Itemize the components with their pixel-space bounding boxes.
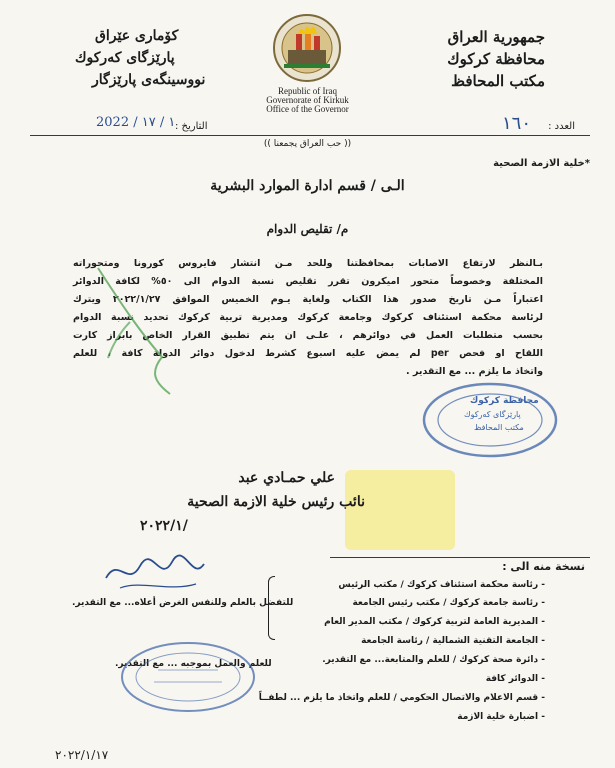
secondary-stamp-icon bbox=[118, 640, 258, 715]
recipient-unit: *خلية الازمة الصحية bbox=[493, 158, 590, 169]
handwritten-signature-icon bbox=[100, 548, 210, 598]
body-line: اللقاح او فحص per لم يمض عليه اسبوع كشرط لدخول دوائر الدولة كافة ، للعلم bbox=[73, 348, 543, 359]
copy-item: - قسم الاعلام والاتصال الحكومي / للعلم واتخاذ ما يلزم ... لطفــاً bbox=[258, 693, 545, 703]
number-label: العدد : bbox=[548, 121, 575, 132]
number-value: ١٦٠ bbox=[501, 113, 531, 134]
body-line: المختلفة وخصوصاً متحور اميكرون تقرر تقليص نسبة الدوام الى ٥٠% لكافة الدوائر bbox=[73, 276, 543, 287]
footer-date: ٢٠٢٢/١/١٧ bbox=[55, 748, 109, 762]
handwritten-marker-icon bbox=[90, 262, 180, 402]
header-arabic-line-3: مكتب المحافظ bbox=[451, 72, 545, 90]
redaction-highlight bbox=[345, 470, 455, 550]
header-kurdish-line-2: پارێزگای كەركوك bbox=[75, 50, 175, 66]
body-line: بـالنظر لارتفاع الاصابات بمحافظتنا وللحد مـن انتشار فايروس كورونا ومتحوراته bbox=[73, 258, 543, 269]
copy-item: - الجامعة التقنية الشمالية / رئاسة الجامعة bbox=[361, 636, 545, 646]
stamp-line-2: پارێزگای كەركوك bbox=[464, 410, 521, 419]
body-line: واتخاذ ما يلزم ... مع التقدير . bbox=[406, 366, 543, 377]
body-line: بحسب متطلبات العمل في دوائرهم ، علـى ان يتم تطبيق القرار الخاص بابراز كارت bbox=[73, 330, 543, 341]
header-kurdish-line-3: نووسینگەی پارێزگار bbox=[92, 72, 206, 88]
official-stamp-icon bbox=[420, 380, 560, 460]
header-english-line-1: Republic of Iraq bbox=[278, 86, 337, 96]
stamp-line-1: محافظة كركوك bbox=[470, 396, 539, 406]
signature-date: ٢٠٢٢/١/ bbox=[140, 518, 188, 534]
date-label: التاريخ : bbox=[175, 121, 208, 132]
copy-item: - الدوائر كافة bbox=[485, 674, 545, 684]
header-divider bbox=[30, 135, 590, 136]
slogan: (( حب العراق يجمعنا )) bbox=[263, 139, 352, 149]
copy-note-1: للتفضل بالعلم وللنفس الغرض أعلاه... مع التقدير. bbox=[72, 598, 294, 608]
signer-title: نائب رئيس خلية الازمة الصحية bbox=[187, 494, 365, 510]
header-english-line-3: Office of the Governor bbox=[266, 104, 349, 114]
copy-item: - المديرية العامة لتربية كركوك / مكتب المدير العام bbox=[324, 617, 545, 627]
letter-subject: م/ تقليص الدوام bbox=[266, 222, 349, 236]
stamp-line-3: مكتب المحافظ bbox=[474, 423, 524, 432]
copy-item: - دائرة صحة كركوك / للعلم والمتابعة... مع التقدير. bbox=[322, 655, 545, 665]
date-value: 2022 / ١ / ١٧ bbox=[96, 115, 176, 130]
copies-divider bbox=[330, 557, 590, 558]
bracket-1 bbox=[268, 576, 275, 640]
signer-name: علي حمـادي عبد bbox=[238, 470, 335, 486]
copy-item: - اضبارة خلية الازمة bbox=[457, 712, 545, 722]
body-line: اعتباراً مـن تاريخ صدور هذا الكتاب ولغاية يـوم الخميس الموافق ٢٠٢٢/١/٢٧ ويترك bbox=[73, 294, 543, 305]
copy-item: - رئاسة جامعة كركوك / مكتب رئيس الجامعة bbox=[352, 598, 545, 608]
body-line: لرئاسة محكمة استئناف كركوك وجامعة كركوك ومديرية تربية كركوك تحديد نسبة الدوام bbox=[73, 312, 543, 323]
copy-item: - رئاسة محكمة استئناف كركوك / مكتب الرئيس bbox=[338, 580, 545, 590]
header-arabic-line-2: محافظة كركوك bbox=[447, 50, 545, 68]
copy-note-2: للعلم والعمل بموجبه ... مع التقدير. bbox=[115, 659, 272, 669]
header-kurdish-line-1: كۆماری عێراق bbox=[95, 28, 179, 44]
copies-heading: نسخة منه الى : bbox=[502, 560, 585, 573]
header-arabic-line-1: جمهورية العراق bbox=[447, 28, 545, 46]
header-english-line-2: Governorate of Kirkuk bbox=[266, 95, 349, 105]
recipient-line: الـى / قسم ادارة الموارد البشرية bbox=[210, 178, 405, 194]
kirkuk-emblem-icon bbox=[270, 12, 345, 84]
